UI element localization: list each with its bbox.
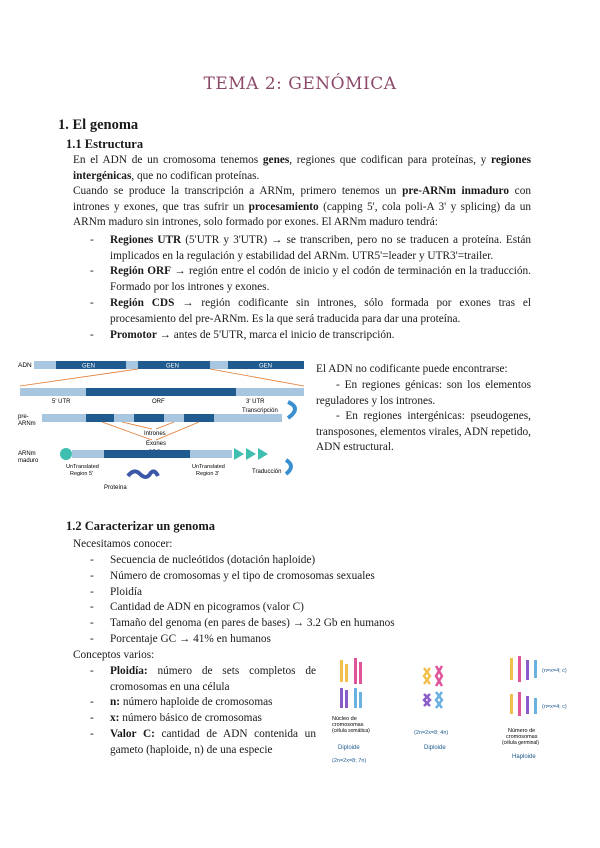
chromosome-set-diploid-somatic	[340, 658, 362, 708]
chromosome-set-diploid-mid	[424, 666, 442, 708]
adn-label: ADN	[18, 362, 32, 369]
arnm-label: ARNm	[18, 421, 36, 427]
paragraph-need: Necesitamos conocer:	[73, 538, 173, 550]
untranslated3-label: Region 3'	[196, 471, 220, 477]
list-item: - Secuencia de nucleótidos (dotación haploide)	[90, 554, 316, 566]
list-item: - Valor C: cantidad de ADN contenida un gameto (haploide, n) de una especie	[90, 728, 316, 756]
diploid-label: Diploide	[338, 745, 360, 751]
transcripcion-label: Transcripción	[242, 408, 278, 414]
utr5-label: 5' UTR	[52, 399, 71, 405]
page-title: TEMA 2: GENÓMICA	[203, 74, 397, 94]
gen-label: GEN	[82, 363, 96, 370]
caption-text: (célula somática)	[332, 728, 370, 734]
list-item: - Regiones UTR (5'UTR y 3'UTR) → se transcriben, pero no se traducen a proteína. Están implicados en la regulación y estabilidad del ARNm. UTR5'=leader y UTR3'=trailer.	[90, 234, 531, 262]
untranslated3-label: UnTranslated	[192, 464, 225, 470]
list-item: - Región ORF → región entre el codón de inicio y el codón de terminación en la traducción. Formado por los intrones y exones.	[90, 265, 532, 293]
proteina-label: Proteína	[104, 485, 127, 491]
list-item: - Número de cromosomas y el tipo de cromosomas sexuales	[90, 570, 375, 582]
list-item: - Ploidía: número de sets completos de cromosomas en una célula	[90, 665, 316, 693]
gene-structure-diagram	[16, 356, 308, 498]
exones-label: Exones	[146, 441, 167, 447]
formula-label: (n=x=4; c)	[542, 668, 567, 674]
pre-label: pre-	[18, 414, 29, 420]
side-list-item: - En regiones génicas: son los elementos reguladores y los intrones.	[316, 379, 531, 407]
list-item: - Promotor → antes de 5'UTR, marca el inicio de transcripción.	[90, 329, 395, 341]
transcription-arrow	[288, 402, 295, 418]
chromosome-set-haploid	[510, 656, 537, 716]
side-list-item: - En regiones intergénicas: pseudogenes, transposones, elementos virales, ADN repetido, ADN estructural.	[316, 410, 531, 454]
untranslated5-label: Region 5'	[70, 471, 94, 477]
diploid-label: Diploide	[424, 745, 446, 751]
traduccion-label: Traducción	[252, 469, 282, 475]
formula-label: (2n=2x=8; 4n)	[414, 730, 449, 736]
side-paragraph: El ADN no codificante puede encontrarse:	[316, 363, 508, 375]
subsection-heading: 1.1 Estructura	[66, 137, 144, 151]
list-item: - Porcentaje GC → 41% en humanos	[90, 633, 271, 645]
ploidy-diagram	[330, 654, 567, 778]
formula-label: (n=x=4; c)	[542, 704, 567, 710]
polya-arrow	[234, 448, 244, 460]
list-item: - Región CDS → región codificante sin intrones, sólo formada por exones tras el procesamiento del pre-ARNm. Es la que será traducida para dar una proteína.	[90, 297, 531, 325]
intrones-label: Intrones	[144, 431, 166, 437]
arnm-maduro-label: ARNm	[18, 451, 36, 457]
cap-icon	[60, 448, 72, 460]
list-item: - x: número básico de cromosomas	[90, 712, 262, 724]
translation-arrow	[286, 460, 291, 474]
caption-text: cromosomas	[332, 722, 364, 728]
caption-text: (célula germinal)	[502, 740, 539, 746]
gen-label: GEN	[166, 363, 180, 370]
list-item: - Cantidad de ADN en picogramos (valor C)	[90, 601, 304, 613]
list-item: - n: número haploide de cromosomas	[90, 696, 273, 708]
utr3-label: 3' UTR	[246, 399, 265, 405]
list-item: - Ploidía	[90, 586, 143, 598]
arnm-maduro-label: maduro	[18, 458, 39, 464]
list-item: - Tamaño del genoma (en pares de bases) → 3.2 Gb en humanos	[90, 617, 395, 629]
untranslated5-label: UnTranslated	[66, 464, 99, 470]
orf-label: ORF	[152, 399, 165, 405]
caption-text: cromosomas	[506, 734, 538, 740]
protein-icon	[128, 471, 158, 477]
gen-label: GEN	[259, 363, 273, 370]
paragraph-transcription: Cuando se produce la transcripción a ARNm, primero tenemos un pre-ARNm inmaduro con intrones y exones, que tras sufrir un procesamiento (capping 5', cola poli-A 3' y splicing) da un ARNm maduro sin intrones, solo formado por exones. El ARNm maduro tendrá:	[73, 185, 531, 229]
haploid-label: Haploide	[512, 754, 536, 760]
polya-arrow	[246, 448, 256, 460]
caption-text: Número de	[508, 728, 536, 734]
paragraph-genes: En el ADN de un cromosoma tenemos genes, regiones que codifican para proteínas, y regiones intergénicas, que no codifican proteínas.	[73, 154, 531, 182]
subsection-heading: 1.2 Caracterizar un genoma	[66, 519, 216, 533]
section-heading: 1. El genoma	[58, 117, 139, 133]
paragraph-concepts: Conceptos varios:	[73, 649, 155, 661]
caption-text: Núcleo de	[332, 716, 357, 722]
polya-arrow	[258, 448, 268, 460]
formula-label: (2n=2x=8; 7n)	[332, 758, 367, 764]
